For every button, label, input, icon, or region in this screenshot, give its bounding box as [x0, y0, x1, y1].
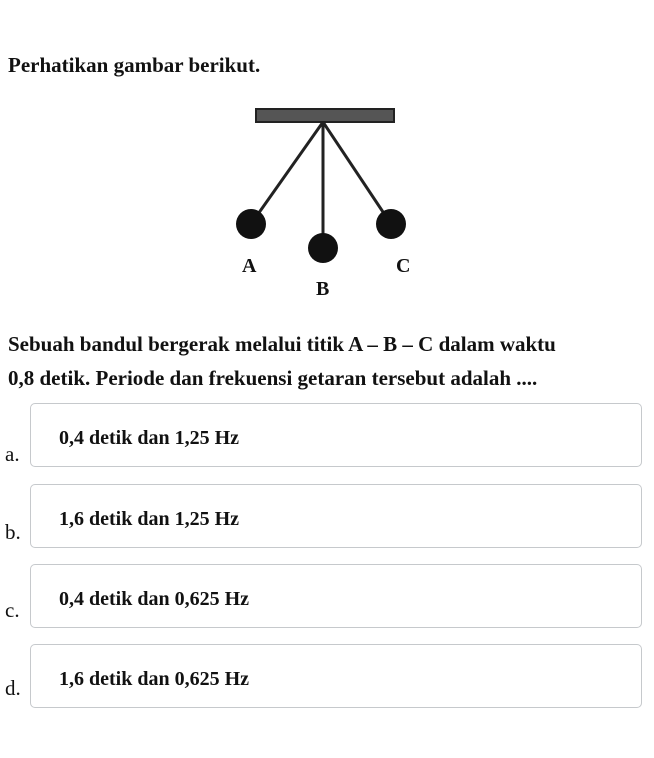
instruction-text: Perhatikan gambar berikut.: [8, 53, 261, 77]
question-line-1: Sebuah bandul bergerak melalui titik A – B – C dalam waktu: [8, 332, 556, 356]
option-c-box[interactable]: [30, 564, 642, 628]
option-a-box[interactable]: [30, 403, 642, 467]
option-a-text: 0,4 detik dan 1,25 Hz: [59, 427, 240, 449]
option-b-text: 1,6 detik dan 1,25 Hz: [59, 508, 240, 530]
question-line-2: 0,8 detik. Periode dan frekuensi getaran tersebut adalah ....: [8, 366, 538, 390]
option-a-letter: a.: [5, 442, 20, 466]
pendulum-string-right: [323, 122, 391, 224]
option-d[interactable]: [0, 644, 654, 710]
pendulum-support-bar: [256, 109, 394, 122]
pendulum-bob-c: [376, 209, 406, 239]
label-c: C: [396, 255, 411, 277]
question-text: [8, 327, 648, 395]
option-a[interactable]: [0, 403, 654, 469]
pendulum-bob-b: [308, 233, 338, 263]
option-d-letter: d.: [5, 676, 21, 700]
option-d-box[interactable]: [30, 644, 642, 708]
label-b: B: [316, 278, 330, 300]
option-b-box[interactable]: [30, 484, 642, 548]
pendulum-string-left: [251, 122, 323, 224]
option-c-text: 0,4 detik dan 0,625 Hz: [59, 588, 250, 610]
option-c-letter: c.: [5, 598, 20, 622]
pendulum-figure: [0, 0, 654, 310]
option-d-text: 1,6 detik dan 0,625 Hz: [59, 668, 250, 690]
option-b-letter: b.: [5, 520, 21, 544]
pendulum-bob-a: [236, 209, 266, 239]
label-a: A: [242, 255, 257, 277]
option-b[interactable]: [0, 484, 654, 550]
option-c[interactable]: [0, 564, 654, 630]
